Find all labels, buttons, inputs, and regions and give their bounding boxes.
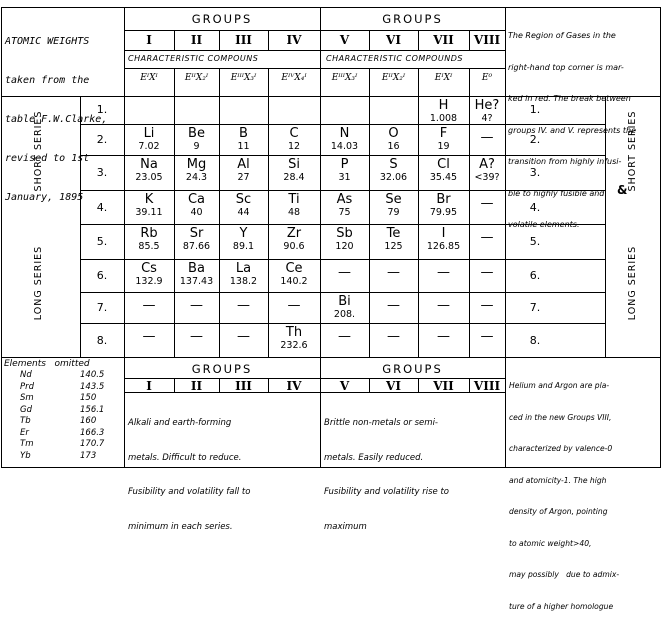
- atomic-weight: 89.1: [232, 241, 255, 252]
- element-symbol: B: [239, 126, 248, 141]
- note-line: metals. Difficult to reduce.: [128, 452, 242, 463]
- atomic-weight: 28.4: [283, 172, 305, 183]
- row-number: 2.: [96, 133, 108, 146]
- element-cell: [268, 262, 320, 291]
- compound-formula: EᴵᴵX₂ᴵ: [184, 73, 209, 83]
- empty-dash: —: [142, 329, 156, 344]
- element-symbol: Zr: [286, 226, 302, 241]
- element-cell: [469, 295, 505, 322]
- omitted-weight: 140.5: [80, 370, 105, 380]
- element-cell: [174, 127, 219, 154]
- element-symbol: P: [340, 157, 349, 172]
- element-cell: [124, 227, 174, 258]
- atomic-weight: 125: [384, 241, 403, 252]
- omitted-weight: 150: [80, 393, 97, 403]
- empty-dash: —: [437, 265, 450, 280]
- row-number: 1.: [96, 103, 108, 116]
- element-cell: [124, 193, 174, 223]
- element-cell: [124, 295, 174, 322]
- element-cell: [320, 158, 369, 189]
- element-symbol: Ca: [187, 192, 206, 207]
- element-symbol: Si: [288, 157, 300, 172]
- atomic-weight: 7.02: [138, 141, 160, 152]
- atomic-weight: 39.11: [135, 207, 163, 218]
- element-symbol: Sb: [336, 226, 353, 241]
- grid-line: [124, 323, 505, 324]
- element-cell: [469, 193, 505, 223]
- region-of-gases-note: [508, 10, 636, 252]
- element-symbol: Se: [385, 192, 402, 207]
- group-numeral: VII: [433, 33, 454, 47]
- empty-dash: —: [287, 298, 301, 313]
- row-tick: [505, 323, 605, 324]
- element-cell: [174, 193, 219, 223]
- row-number-right: 6.: [529, 269, 541, 282]
- row-number-right: 3.: [529, 166, 541, 179]
- atomic-weight: 90.6: [283, 241, 305, 252]
- ampersand-mark: &: [617, 183, 628, 197]
- element-cell: [418, 158, 469, 189]
- atomic-weight: 35.45: [429, 172, 458, 183]
- element-cell: [268, 193, 320, 223]
- element-cell: [369, 295, 418, 322]
- short-series-label-right: SHORT SERIES: [627, 110, 638, 192]
- element-cell: [469, 99, 505, 123]
- note-line: right-hand top corner is mar-: [508, 62, 624, 72]
- element-cell: [369, 127, 418, 154]
- metals-note: [128, 395, 250, 556]
- grid-line: [124, 96, 505, 97]
- element-symbol: S: [389, 157, 398, 172]
- empty-dash: —: [142, 298, 156, 313]
- element-cell: [469, 158, 505, 189]
- empty-dash: —: [190, 298, 203, 313]
- atomic-weight: 79.95: [429, 207, 458, 218]
- element-cell: [268, 99, 320, 123]
- compound-formula: EᴵXᴵ: [140, 73, 158, 83]
- element-symbol: H: [438, 98, 449, 113]
- note-line: Brittle non-metals or semi-: [324, 418, 438, 428]
- row-tick: [80, 323, 124, 324]
- empty-dash: —: [480, 329, 494, 344]
- group-numeral-bottom: II: [190, 379, 203, 393]
- empty-dash: —: [387, 298, 400, 313]
- group-numeral-bottom: III: [235, 379, 252, 393]
- note-line: minimum in each series.: [128, 521, 233, 532]
- element-symbol: Sr: [189, 226, 204, 241]
- empty-dash: —: [338, 329, 351, 344]
- element-cell: [469, 127, 505, 154]
- element-symbol: C: [289, 126, 299, 141]
- element-cell: [219, 326, 268, 356]
- element-cell: [268, 127, 320, 154]
- element-cell: [124, 158, 174, 189]
- element-symbol: Al: [237, 157, 250, 172]
- omitted-weight: 166.3: [80, 427, 105, 438]
- element-symbol: As: [336, 192, 353, 207]
- group-numeral-bottom: IV: [286, 379, 302, 393]
- long-series-label: LONG SERIES: [33, 245, 44, 321]
- note-line: metals. Easily reduced.: [324, 452, 424, 463]
- group-numeral: III: [235, 33, 252, 47]
- grid-line: [124, 30, 505, 31]
- element-cell: [219, 193, 268, 223]
- omitted-weight: 160: [80, 416, 97, 426]
- element-symbol: F: [439, 126, 448, 141]
- group-numeral-bottom: V: [339, 379, 350, 393]
- note-line: taken from the: [5, 75, 90, 86]
- note-line: ATOMIC WEIGHTS: [5, 36, 90, 47]
- omitted-symbol: Tm: [20, 439, 34, 449]
- non-metals-note: [324, 395, 449, 556]
- note-line: Fusibility and volatility fall to: [128, 487, 251, 497]
- empty-dash: —: [387, 329, 400, 344]
- atomic-weight: 14.03: [330, 141, 359, 152]
- grid-line: [124, 68, 505, 69]
- element-cell: [174, 99, 219, 123]
- element-cell: [369, 158, 418, 189]
- note-line: January, 1895: [5, 192, 84, 203]
- atomic-weight: 140.2: [280, 276, 308, 287]
- atomic-weight: 27: [237, 172, 250, 183]
- long-series-label-right: LONG SERIES: [627, 245, 638, 321]
- element-cell: [124, 326, 174, 356]
- element-cell: [124, 99, 174, 123]
- row-number: 8.: [96, 334, 108, 347]
- element-cell: [320, 127, 369, 154]
- omitted-symbol: Tb: [20, 416, 31, 426]
- note-line: to atomic weight>40,: [509, 538, 592, 548]
- element-symbol: K: [144, 192, 154, 207]
- element-cell: [320, 193, 369, 223]
- empty-dash: —: [480, 230, 494, 245]
- grid-line: [124, 124, 505, 125]
- element-symbol: Na: [140, 157, 158, 172]
- group-numeral: IV: [286, 33, 302, 47]
- bottom-section-divider: [1, 357, 661, 358]
- element-symbol: Ti: [288, 192, 300, 207]
- element-cell: [219, 262, 268, 291]
- group-numeral: V: [339, 33, 350, 47]
- note-line: ked in red. The break between: [508, 94, 631, 103]
- element-symbol: Bi: [338, 294, 351, 309]
- atomic-weight: 4?: [481, 113, 493, 124]
- grid-line: [124, 50, 505, 51]
- group-numeral-bottom: VIII: [473, 379, 501, 393]
- note-line: Fusibility and volatility rise to: [324, 487, 449, 497]
- element-cell: [219, 227, 268, 258]
- omitted-symbol: Er: [20, 427, 29, 438]
- element-symbol: He?: [474, 98, 500, 113]
- element-cell: [320, 295, 369, 322]
- element-cell: [219, 295, 268, 322]
- element-symbol: Sc: [235, 192, 252, 207]
- row-number-right: 4.: [529, 201, 541, 214]
- groups-heading-left: GROUPS: [191, 12, 253, 26]
- element-cell: [469, 227, 505, 258]
- element-cell: [369, 326, 418, 356]
- omitted-symbol: Sm: [20, 393, 34, 403]
- element-cell: [320, 99, 369, 123]
- element-cell: [124, 127, 174, 154]
- element-symbol: Ce: [285, 261, 303, 276]
- compounds-label-right: CHARACTERISTIC COMPOUNDS: [326, 54, 463, 63]
- empty-dash: —: [437, 298, 450, 313]
- element-cell: [174, 262, 219, 291]
- omitted-symbol: Prd: [20, 381, 35, 392]
- empty-dash: —: [190, 329, 203, 344]
- element-cell: [418, 99, 469, 123]
- row-number-right: 2.: [529, 133, 541, 146]
- element-symbol: Te: [386, 226, 401, 241]
- element-cell: [418, 193, 469, 223]
- grid-line: [124, 259, 505, 260]
- row-number-right: 5.: [529, 235, 541, 248]
- note-line: transition from highly infusi-: [508, 157, 622, 166]
- atomic-weight: 40: [190, 207, 203, 218]
- empty-dash: —: [480, 130, 494, 145]
- atomic-weight: 232.6: [280, 340, 308, 351]
- note-line: table F.W.Clarke,: [5, 114, 108, 125]
- atomic-weight: 32.06: [379, 172, 408, 183]
- row-number-right: 8.: [529, 334, 541, 347]
- group-numeral-bottom: I: [146, 379, 152, 393]
- element-cell: [174, 326, 219, 356]
- atomic-weight: 75: [338, 207, 351, 218]
- element-cell: [418, 127, 469, 154]
- omitted-symbol: Yb: [20, 450, 31, 461]
- element-cell: [369, 262, 418, 291]
- note-line: maximum: [324, 521, 367, 532]
- note-line: and atomicity-1. The high: [509, 475, 607, 485]
- omitted-title: Elements omitted: [4, 359, 90, 369]
- compound-formula: EᴵⱽX₄ᴵ: [281, 73, 307, 83]
- element-symbol: Th: [285, 325, 303, 340]
- atomic-weight: 120: [335, 241, 354, 252]
- groups-heading-right: GROUPS: [382, 12, 443, 26]
- omitted-weight: 173: [80, 450, 97, 461]
- element-cell: [174, 295, 219, 322]
- grid-line: [124, 190, 505, 191]
- element-cell: [268, 295, 320, 322]
- group-numeral: II: [190, 33, 203, 47]
- element-symbol: I: [441, 226, 446, 241]
- atomic-weight: 85.5: [138, 241, 160, 252]
- element-symbol: Li: [143, 126, 155, 141]
- group-numeral: I: [146, 33, 152, 47]
- element-cell: [369, 193, 418, 223]
- element-cell: [418, 262, 469, 291]
- note-line: groups IV. and V. represents the: [508, 125, 636, 135]
- element-cell: [320, 262, 369, 291]
- element-cell: [369, 99, 418, 123]
- atomic-weight: 208.: [333, 309, 356, 320]
- atomic-weight: 87.66: [182, 241, 211, 252]
- compound-formula: EᴵᴵᴵX₃ᴵ: [230, 73, 257, 83]
- group-numeral: VI: [386, 33, 401, 47]
- atomic-weight: 1.008: [429, 113, 458, 124]
- short-series-label: SHORT SERIES: [33, 110, 44, 192]
- element-cell: [268, 158, 320, 189]
- helium-argon-note: [509, 360, 619, 633]
- row-number: 4.: [96, 201, 108, 214]
- row-number-right: 7.: [529, 301, 541, 314]
- group-numeral-bottom: VI: [386, 379, 401, 393]
- empty-dash: —: [480, 196, 494, 211]
- compound-formula: EᴵXᴵ: [434, 73, 453, 83]
- element-cell: [320, 326, 369, 356]
- group-numeral-bottom: VII: [433, 379, 454, 393]
- element-cell: [469, 262, 505, 291]
- element-symbol: A?: [479, 157, 495, 172]
- row-number: 3.: [96, 166, 108, 179]
- compound-formula: EᴵᴵᴵX₃ᴵ: [331, 73, 358, 83]
- compound-formula: EᴵᴵX₂ᴵ: [381, 73, 406, 83]
- atomic-weight: 16: [387, 141, 400, 152]
- empty-dash: —: [387, 265, 400, 280]
- element-symbol: Cl: [437, 157, 450, 172]
- element-cell: [174, 158, 219, 189]
- omitted-weight: 170.7: [80, 439, 105, 449]
- empty-dash: —: [338, 265, 351, 280]
- element-symbol: O: [388, 126, 399, 141]
- note-line: revised to 1st: [5, 153, 90, 164]
- empty-dash: —: [480, 265, 494, 280]
- note-line: Alkali and earth-forming: [128, 418, 232, 428]
- element-cell: [124, 262, 174, 291]
- empty-dash: —: [480, 298, 494, 313]
- element-cell: [369, 227, 418, 258]
- row-number: 5.: [96, 235, 108, 248]
- atomic-weight: 24.3: [185, 172, 208, 183]
- atomic-weight: 19: [437, 141, 450, 152]
- note-line: characterized by valence-0: [509, 444, 613, 453]
- element-symbol: N: [339, 126, 350, 141]
- atomic-weight: <39?: [474, 172, 500, 183]
- row-tick: [505, 259, 605, 260]
- atomic-weight: 126.85: [426, 241, 461, 252]
- element-cell: [219, 99, 268, 123]
- element-symbol: Br: [436, 192, 451, 207]
- atomic-weight: 23.05: [135, 172, 163, 183]
- note-line: Helium and Argon are pla-: [509, 381, 610, 390]
- atomic-weight: 11: [237, 141, 250, 152]
- element-cell: [418, 227, 469, 258]
- grid-line: [124, 292, 505, 293]
- element-cell: [219, 127, 268, 154]
- atomic-weights-note: [5, 9, 107, 230]
- row-number-right: 1.: [529, 103, 541, 116]
- row-number: 6.: [96, 269, 108, 282]
- note-line: ble to highly fusible and: [508, 188, 605, 198]
- atomic-weight: 9: [193, 141, 200, 152]
- row-tick: [80, 292, 124, 293]
- atomic-weight: 44: [237, 207, 250, 218]
- omitted-weight: 143.5: [80, 381, 105, 392]
- element-symbol: Rb: [140, 226, 158, 241]
- element-cell: [418, 326, 469, 356]
- atomic-weight: 132.9: [135, 276, 163, 287]
- row-tick: [505, 292, 605, 293]
- groups-heading-bottom-left: GROUPS: [191, 362, 253, 376]
- atomic-weight: 79: [387, 207, 400, 218]
- group-numeral: VIII: [473, 33, 501, 47]
- note-line: The Region of Gases in the: [508, 31, 616, 40]
- note-line: ced in the new Groups VIII,: [509, 412, 612, 422]
- atomic-weight: 137.43: [179, 276, 214, 287]
- empty-dash: —: [237, 329, 250, 344]
- atomic-weight: 12: [287, 141, 301, 152]
- element-symbol: Cs: [141, 261, 157, 276]
- row-number: 7.: [96, 301, 108, 314]
- atomic-weight: 31: [338, 172, 351, 183]
- element-cell: [418, 295, 469, 322]
- element-cell: [219, 158, 268, 189]
- element-cell: [469, 326, 505, 356]
- empty-dash: —: [237, 298, 250, 313]
- element-symbol: Ba: [188, 261, 205, 276]
- omitted-symbol: Nd: [20, 370, 32, 380]
- row-tick: [80, 259, 124, 260]
- omitted-weight: 156.1: [80, 404, 105, 415]
- element-symbol: Y: [239, 226, 248, 241]
- compounds-label-left: CHARACTERISTIC COMPOUNS: [128, 54, 259, 63]
- element-symbol: La: [235, 261, 252, 276]
- grid-line: [124, 155, 505, 156]
- empty-dash: —: [437, 329, 450, 344]
- note-line: ture of a higher homologue: [509, 601, 614, 611]
- element-symbol: Mg: [186, 157, 207, 172]
- atomic-weight: 138.2: [229, 276, 258, 287]
- note-line: volatile elements.: [508, 220, 580, 229]
- atomic-weight: 48: [287, 207, 301, 218]
- groups-heading-bottom-right: GROUPS: [382, 362, 443, 376]
- note-line: may possibly due to admix-: [509, 570, 620, 579]
- element-cell: [174, 227, 219, 258]
- omitted-symbol: Gd: [20, 404, 32, 415]
- element-symbol: Be: [188, 126, 205, 141]
- grid-line: [124, 224, 505, 225]
- compound-formula: E⁰: [481, 73, 493, 83]
- element-cell: [268, 326, 320, 356]
- note-line: density of Argon, pointing: [509, 507, 608, 516]
- element-cell: [268, 227, 320, 258]
- element-cell: [320, 227, 369, 258]
